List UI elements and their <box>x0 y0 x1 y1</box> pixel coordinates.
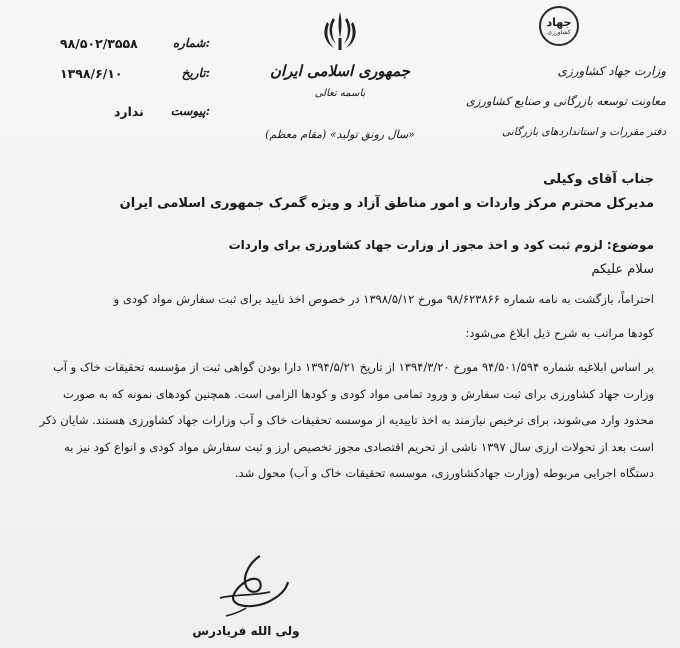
handwritten-signature <box>190 552 300 618</box>
republic-title: جمهوری اسلامی ایران <box>269 62 411 80</box>
date-value: ۱۳۹۸/۶/۱۰ <box>60 66 123 81</box>
logo-subtitle: کشاورزی <box>547 28 571 36</box>
ministry-line-2: معاونت توسعه بازرگانی و صنایع کشاورزی <box>465 94 666 108</box>
attachment-label: پیوست: <box>170 104 210 118</box>
attachment-value: ندارد <box>114 104 144 119</box>
year-motto: «سال رونق تولید» (مقام معظم) <box>265 128 415 141</box>
addressee-title: مدیرکل محترم مرکز واردات و امور مناطق آزاد و ویژه گمرک جمهوری اسلامی ایران <box>119 196 654 211</box>
signer-name: ولی الله فریادرس <box>192 624 300 638</box>
paragraph-2: بر اساس ابلاغیه شماره ۹۴/۵۰۱/۵۹۴ مورخ ۱۳۹۴/۳/۲۰ از تاریخ ۱۳۹۴/۵/۲۱ دارا بودن گواهی ثبت از مؤسسه تحقیقات خاک و آب وزارت جهاد کشاورزی برای ثبت سفارش و ورود تمامی مواد کودی و کودها الزامی است. همچنین کودهای نمونه که به صورت محدود وارد می‌شوند، برای ترخیص نیازمند به اخذ تاییدیه از موسسه تحقیقات خاک و آب وزارات جهاد کشاورزی هستند. شایان ذکر است بعد از تحولات ارزی سال ۱۳۹۷ ناشی از تحریم اقتصادی مجوز تخصیص ارز و ثبت سفارش مواد کودی و انواع کود نیز به دستگاه اجرایی مربوطه (وزارت جهادکشاورزی، موسسه تحقیقات خاک و آب) محول شد. <box>39 360 654 480</box>
date-field <box>60 66 210 88</box>
number-label: شماره: <box>172 36 210 50</box>
attachment-field <box>60 104 210 126</box>
number-field <box>60 36 210 58</box>
number-value: ۹۸/۵۰۲/۳۵۵۸ <box>60 36 138 51</box>
ministry-line-1: وزارت جهاد کشاورزی <box>557 64 666 78</box>
logo-title: جهاد <box>546 15 572 29</box>
paragraph-1-continuation: کودها مراتب به شرح ذیل ابلاغ می‌شود: <box>465 326 654 340</box>
paragraph-1: احتراماً، بازگشت به نامه شماره ۹۸/۶۲۳۸۶۶ مورخ ۱۳۹۸/۵/۱۲ در خصوص اخذ تایید برای ثبت سفارش مواد کودی و <box>113 292 654 306</box>
ministry-logo <box>539 6 579 46</box>
iran-emblem-icon <box>316 8 364 56</box>
date-label: تاریخ: <box>181 66 210 80</box>
letter-subject: موضوع: لزوم ثبت کود و اخذ مجوز از وزارت جهاد کشاورزی برای واردات <box>228 238 654 252</box>
addressee-name: جناب آقای وکیلی <box>543 172 654 187</box>
ministry-line-3: دفتر مقررات و استانداردهای بازرگانی <box>502 126 666 138</box>
invocation: باسمه تعالی <box>314 88 366 99</box>
greeting: سلام علیکم <box>591 262 654 277</box>
